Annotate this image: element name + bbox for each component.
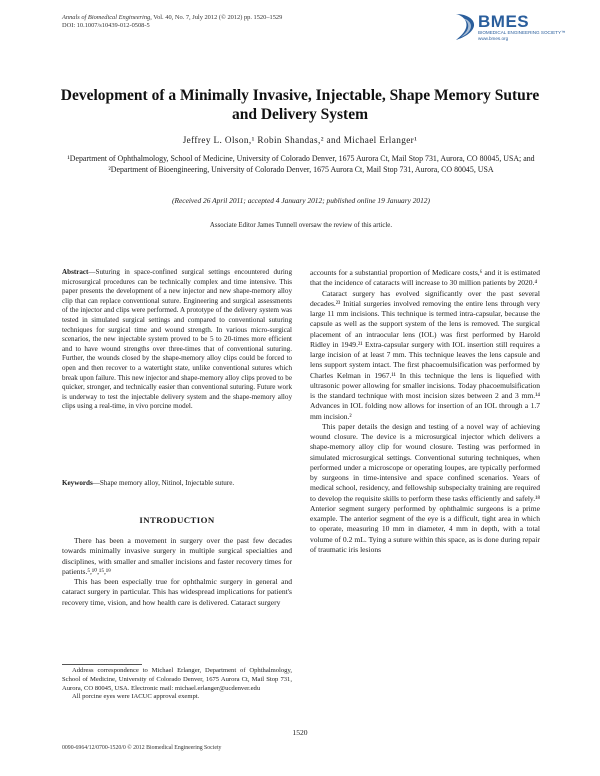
footnotes (62, 667, 292, 702)
footnote-divider (62, 664, 142, 665)
logo-name: BMES (478, 12, 530, 31)
introduction-body (62, 536, 292, 608)
journal-citation: , Vol. 40, No. 7, July 2012 (© 2012) pp. 1520–1529 (150, 14, 283, 21)
abstract-label: Abstract (62, 268, 89, 276)
keywords-label: Keywords (62, 479, 93, 487)
affiliations: ¹Department of Ophthalmology, School of Medicine, University of Colorado Denver, 1675 Aurora Ct, Mail Stop 731, Aurora, CO 80045, USA; and ²Department of Bioengineering, University of Colorado Denver, 1675 Aurora Ct, Mail Stop 731, Aurora, CO 80045, USA (67, 154, 535, 174)
keywords (62, 478, 292, 488)
author-list: Jeffrey L. Olson,¹ Robin Shandas,² and Michael Erlanger¹ (182, 135, 418, 145)
keywords-text: —Shape memory alloy, Nitinol, Injectable suture. (92, 479, 235, 487)
intro-paragraph: There has been a movement in surgery over the past few decades towards minimally invasive surgery in multiple surgical specialties and disciplines, with smaller and smaller incisions and faster recovery times for patients.⁵,¹⁰,¹⁵,¹⁹ (62, 536, 292, 576)
associate-editor-note: Associate Editor James Tunnell oversaw the review of this article. (209, 222, 393, 229)
footnote-iacuc: All porcine eyes were IACUC approval exempt. (72, 693, 200, 701)
issn-line: 0090-6964/12/0700-1520/0 © 2012 Biomedical Engineering Society (62, 745, 222, 751)
section-heading-introduction: INTRODUCTION (139, 515, 215, 525)
body-paragraph: accounts for a substantial proportion of Medicare costs,⁶ and it is estimated that the incidence of cataracts will increase to 30 million patients by 2020.⁴ (310, 268, 540, 288)
body-paragraph: This paper details the design and testing of a novel way of achieving wound closure. The device is a microsurgical injector which delivers a shape-memory alloy clip for wound closure. Testing was performed in simulated microsurgical settings. Conventional suturing techniques, when performed under a microscope or operating loupes, are typically performed by surgeons in time-intensive and space confined scenarios. Years of medical school, residency, and fellowship subspecialty training are required to develop the requisite skills to perform these tasks efficiently and safely.¹⁸ Anterior segment surgery performed by ophthalmic surgeons is a prime example. The anterior segment of the eye is a difficult, tight area in which to operate, measuring 10 mm in diameter, 4 mm in depth, with a total volume of 0.2 mL. Tying a suture within this space, as is done during repair of traumatic iris lesions (310, 421, 540, 554)
journal-header (62, 14, 282, 30)
intro-paragraph: This has been especially true for ophthalmic surgery in general and cataract surgery in particular. This has widespread implications for patient's recovery time, vision, and how health care is delivered. Cataract surgery (62, 577, 292, 607)
journal-name: Annals of Biomedical Engineering (62, 14, 151, 21)
article-title: Development of a Minimally Invasive, Injectable, Shape Memory Suture and Delivery System (60, 87, 540, 123)
right-column-body (310, 268, 540, 555)
abstract (62, 268, 292, 412)
body-paragraph: Cataract surgery has evolved significantly over the past several decades.²³ Initial surgeries involved removing the entire lens through very large 11 mm incisions. This technique is termed intra-capsular, because the capsule as well as the support system of the lens is removed. The surgical placement of an intraocular lens (IOL) was first performed by Harold Ridley in 1949.²¹ Extra-capsular surgery with IOL insertion still requires a large incision of at least 7 mm. This technique leaves the lens capsule and lens support system intact. The first phacoemulsification was performed by Charles Kelman in 1967.¹¹ In this technique the lens is liquefied with ultrasonic power allowing for smaller incisions. Today phacoemulsification is the standard technique with most incision sizes between 2 and 3 mm.¹⁴ Advances in IOL folding now allows for insertion of an IOL through a 1.7 mm incision.² (310, 288, 540, 421)
publication-dates: (Received 26 April 2011; accepted 4 January 2012; published online 19 January 2012) (172, 196, 430, 205)
logo-url: www.bmes.org (478, 36, 509, 41)
abstract-text: —Suturing in space-confined surgical settings encountered during microsurgical procedures can be technically complex and time intensive. This paper presents the development of a new injector and new shape-memory alloy clip that can replace conventional suture. Engineering and surgical assessments of the injector and clips were performed. A prototype of the delivery system was tested in simulated surgical settings and compared to conventional suturing techniques for surgical time and wound strength. In various micro-surgical scenarios, the new injectable system proved to be 5 to 20-times more efficient and to have wound strengths over three-times that of conventional suturing. Further, the wounds closed by the shape-memory alloy clips could be forced to open and then recover to a watertight state, unlike conventional sutures which break upon failure. This new injector and shape-memory alloy clips proved to be quicker, stronger, and technically easier than conventional suturing. Future work is underway to test the injectable delivery system and the shape-memory alloy clips using a real-time, in vivo porcine model. (62, 268, 292, 411)
page-number: 1520 (292, 728, 308, 737)
footnote-correspondence: Address correspondence to Michael Erlanger, Department of Ophthalmology, School of Medicine, University of Colorado Denver, 1675 Aurora Ct, Mail Stop 731, Aurora, CO 80045, USA. Electronic mail: michael.erlanger@ucdenver.edu (62, 667, 292, 692)
logo-subtitle: BIOMEDICAL ENGINEERING SOCIETY™ (478, 30, 566, 35)
doi: DOI: 10.1007/s10439-012-0508-5 (62, 22, 150, 29)
